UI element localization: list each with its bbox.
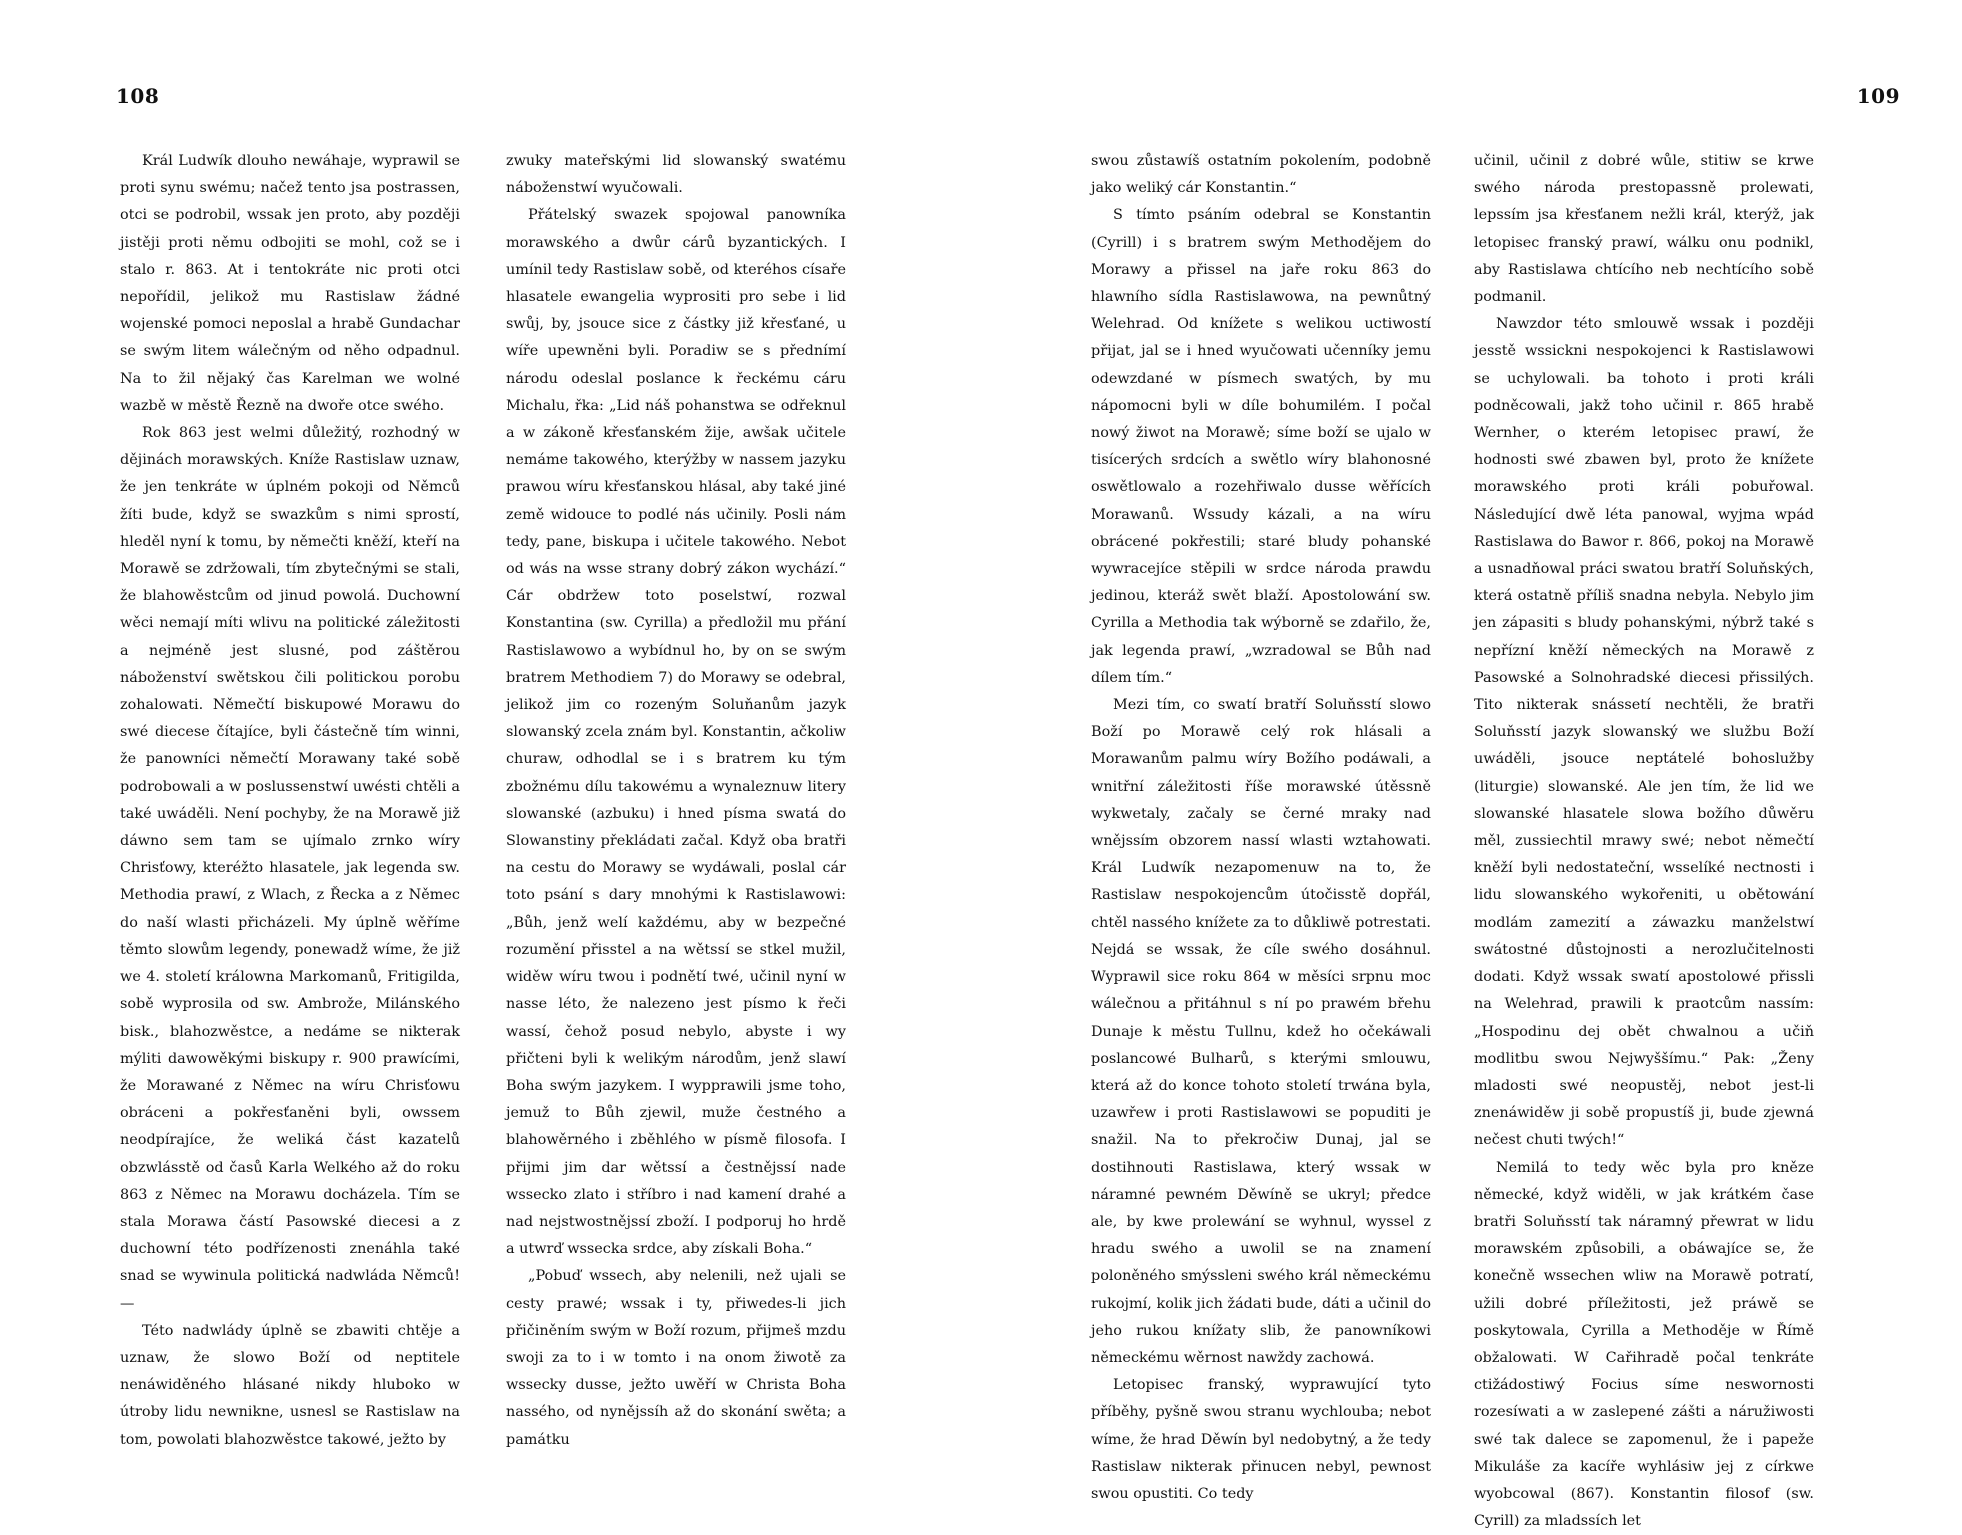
paragraph: S tímto psáním odebral se Konstantin (Cyrill) i s bratrem swým Methodějem do Morawy a přissel na jaře roku 863 do hlawního sídla Rastislawowa, na pewnůtný Welehrad. Od knížete s welikou uctiwostí přijat, jal se i hned wyučowati učenníky jemu odewzdané w písmech swatých, by mu nápomocni byli w díle bohumilém. I počal nowý žiwot na Morawě; síme boží se ujalo w tisícerých srdcích a swětlo wíry blahonosné oswětlowalo a rozehřiwalo dusse wěřících Morawanů. Wssudy kázali, a na wíru obrácené pokřestili; staré bludy pohanské wywracejíce stěpili w srdce národa prawdu jedinou, kteráž swět blaží. Apostolowání sw. Cyrilla a Methodia tak wýborně se zdařilo, že, jak legenda prawí, „wzradowal se Bůh nad dílem tím.“: [1091, 207, 1431, 686]
paragraph: Přátelský swazek spojowal panowníka morawského a dwůr cárů byzantických. I umínil tedy Rastislaw sobě, od kteréhos císaře hlasatele ewangelia wyprositi pro sebe i lid swůj, by, jsouce sice z částky již křesťané, u wíře upewněni byli. Poradiw se s přednímí národu odeslal poslance k řeckému cáru Michalu, řka: „Lid náš pohanstwa se odřeknul a w zákoně křesťanském žije, awšak učitele nemáme takowého, kterýžby w nassem jazyku prawou wíru křesťanskou hlásal, aby také jiné země widouce to podlé nás učinily. Posli nám tedy, pane, biskupa i učitele takowého. Nebot od wás na wsse strany dobrý zákon wychází.“ Cár obdržew toto poselstwí, rozwal Konstantina (sw. Cyrilla) a předložil mu přání Rastislawowo a wybídnul ho, by on se swým bratrem Methodiem 7) do Morawy se odebral, jelikož jim co rozeným Soluňanům jazyk slowanský zcela znám byl. Konstantin, ačkoliw churaw, odhodlal se i s bratrem ku tým zbožnému dílu takowému a wynaleznuw litery slowanské (azbuku) i hned písma swatá do Slowanstiny překládati začal. Když oba bratři na cestu do Morawy se wydáwali, poslal cár toto psání s dary mnohými k Rastislawowi: „Bůh, jenž welí každému, aby w bezpečné rozumění přisstel a na wětssí se stkel mužil, widěw wíru twou i podnětí twé, učinil nyní w nasse léto, že nalezeno jest písmo k řeči wassí, čehož posud nebylo, abyste i wy přičteni byli k welikým národům, jenž slawí Boha swým jazykem. I wypprawili jsme toho, jemuž to Bůh zjewil, muže čestného a blahowěrného i zběhlého w písmě filosofa. I přijmi jim dar wětssí a čestnějssí nade wssecko zlato i stříbro i nad kamení drahé a nad nejstwostnějssí zboží. I podporuj ho hrdě a utwrď wssecka srdce, aby získali Boha.“: [506, 207, 846, 1258]
paragraph: Letopisec franský, wyprawující tyto příběhy, pyšně swou stranu wychlouba; nebot wíme, že hrad Děwín byl nedobytný, a že tedy Rastislaw nikterak přinucen nebyl, pewnost swou opustiti. Co tedy: [1091, 1377, 1431, 1502]
paragraph: „Pobuď wssech, aby nelenili, než ujali se cesty prawé; wssak i ty, přiwedes-li jich přičiněním swým w Boží rozum, přijmeš mzdu swoji za to i w tomto i na onom žiwotě za wssecky dusse, ježto uwěří w Christa Boha nassého, od nynějssíh až do skonání swěta; a památku: [506, 1268, 846, 1448]
paragraph: Nemilá to tedy wěc byla pro kněze německé, když widěli, w jak krátkém čase bratři Soluňsstí tak náramný přewrat w lidu morawském způsobili, a obáwajíce se, že konečně wssechen wliw na Morawě potratí, užili dobré příležitosti, jež práwě se poskytowala, Cyrilla a Methoděje w Římě obžalowati. W Cařihradě počal tenkráte ctižádostiwý Focius síme neswornosti rozesíwati a w zaslepené zášti a náružiwosti swé tak dalece se zapomenul, že i papeže Mikuláše za kacíře wyhlásiw jej z církwe wyobcowal (867). Konstantin filosof (sw. Cyrill) za mladssích let: [1474, 1159, 1814, 1530]
paragraph: zwuky mateřskými lid slowanský swatému náboženstwí wyučowali.: [506, 153, 846, 197]
right-page: [981, 0, 1962, 1530]
text-column-left: [1091, 148, 1431, 1502]
paragraph: Král Ludwík dlouho newáhaje, wyprawil se proti synu swému; načež tento jsa postrassen, otci se podrobil, wssak jen proto, aby později jistěji proti němu odbojiti se mohl, což se i stalo r. 863. At i tentokráte nic proti otci nepořídil, jelikož mu Rastislaw žádné wojenské pomoci neposlal a hrabě Gundachar se swým litem wálečným od něho odpadnul. Na to žil nějaký čas Karelman we wolné wazbě w městě Řezně na dwoře otce swého.: [120, 153, 460, 414]
text-column-right: [506, 148, 846, 1458]
paragraph: Mezi tím, co swatí bratří Soluňsstí slowo Boží po Morawě celý rok hlásali a Morawanům palmu wíry Božího podáwali, a wnitřní záležitosti říše morawské útěssně wykwetaly, začaly se černé mraky nad wnějssím obzorem nassí wlasti wztahowati. Král Ludwík nezapomenuw na to, že Rastislaw nespokojencům útočisstě dopřál, chtěl nassého knížete za to důkliwě potrestati. Nejdá se wssak, že cíle swého dosáhnul. Wyprawil sice roku 864 w měsíci srpnu moc wálečnou a přitáhnul s ní po prawém břehu Dunaje k městu Tullnu, kdež ho očekáwali poslancowé Bulharů, s kterými smlouwu, která až do konce tohoto století trwána byla, uzawřew i proti Rastislawowi se popuditi je snažil. Na to překročiw Dunaj, jal se dostihnouti Rastislawa, který wssak w náramné pewném Děwíně se ukryl; předce ale, by kwe prolewání se wyhnul, wyssel z hradu swého a uwolil se na znamení poloněného smýssleni swého král německému rukojmí, kolik jich žádati bude, dáti a učinil do jeho rukou knížaty slib, že panowníkowi německému wěrnost nawždy zachowá.: [1091, 697, 1431, 1366]
paragraph: Rok 863 jest welmi důležitý, rozhodný w dějinách morawských. Kníže Rastislaw uznaw, že jen tenkráte w úplném pokoji od Němců žíti bude, když se swazkům s nimi sprostí, hleděl nyní k tomu, by němečti kněží, kteří na Morawě se zdržowali, tím zbytečnými se stali, že blahowěstcům od jinud powolá. Duchowní wěci nemají míti wlivu na politické záležitosti a nejméně jest slusné, pod záštěrou náboženství swětskou čili politickou porobu zohalowati. Němečtí biskupowé Morawu do swé diecese čítajíce, byli částečně tím winni, že panowníci němečtí Morawany také sobě podrobowali a w poslussenstwí uwésti chtěli a také uwáděli. Není pochyby, že na Morawě již dáwno sem tam se ujímalo zrnko wíry Chrisťowy, kteréžto hlasatele, jak legenda sw. Methodia prawí, z Wlach, z Řecka a z Němec do naší wlasti přicházeli. My úplně wěříme těmto slowům legendy, ponewadž wíme, že již we 4. století králowna Markomanů, Fritigilda, sobě wyprosila od sw. Ambrože, Milánského bisk., blahozwěstce, a nedáme se nikterak mýliti dawowěkými biskupy r. 900 prawícími, že Morawané z Němec na wíru Chrisťowu obráceni a pokřesťaněni byli, owssem neodpírajíce, že weliká část kazatelů obzwlásstě od časů Karla Welkého až do roku 863 z Němec na Morawu docházela. Tím se stala Morawa částí Pasowské diecesi a z duchowní této podřízenosti znenáhla také snad se wywinula politická nadwláda Němců! —: [120, 425, 460, 1312]
paragraph: Této nadwlády úplně se zbawiti chtěje a uznaw, že slowo Boží od neptitele nenáwiděného hlásané nikdy hluboko w útroby lidu newnikne, usnesl se Rastislaw na tom, powolati blahozwěstce takowé, ježto by: [120, 1322, 460, 1448]
page-number: 109: [1856, 84, 1900, 108]
text-column-right: [1474, 148, 1814, 1530]
page-number: 108: [116, 84, 160, 108]
paragraph: swou zůstawíš ostatním pokolením, podobně jako weliký cár Konstantin.“: [1091, 153, 1431, 197]
paragraph: učinil, učinil z dobré wůle, stitiw se krwe swého národa prestopassně prolewati, lepssím jsa křesťanem nežli král, kterýž, jak letopisec franský prawí, wálku onu podnikl, aby Rastislawa chtícího neb nechtícího sobě podmanil.: [1474, 153, 1814, 306]
left-page: [0, 0, 981, 1500]
text-column-left: [120, 148, 460, 1458]
paragraph: Nawzdor této smlouwě wssak i později jesstě wssickni nespokojenci k Rastislawowi se uchylowali. ba tohoto i proti králi podněcowali, jakž toho učinil r. 865 hrabě Wernher, o kterém letopisec prawí, že hodnosti swé zbawen byl, proto že knížete morawského proti králi pobuřowal. Následující dwě léta panowal, wyjma wpád Rastislawa do Bawor r. 866, pokoj na Morawě a usnadňowal práci swatou bratří Soluňských, která ostatně příliš snadna nebyla. Nebylo jim jen zápasiti s bludy pohanskými, nýbrž také s nepřízní kněží německých na Morawě z Pasowské a Solnohradské diecesi přissilých. Tito nikterak snássetí nechtěli, že bratři Soluňsstí jazyk slowanský we službu Boží uwáděli, jsouce neptátelé bohoslužby (liturgie) slowanské. Ale jen tím, že lid we slowanské hlasatele slowa božího důwěru měl, zussiechtil mrawy swé; nebot němečtí kněží byli nedostateční, wsselíké nectnosti i lidu slowanského wykořeniti, u obětowání modlám zamezití a záwazku manželstwí swátostné důstojnosti a nerozlučitelnosti dodati. Když wssak swatí apostolowé přissli na Welehrad, prawili k praotcům nassím: „Hospodinu dej obět chwalnou a učiň modlitbu swou Nejwyššímu.“ Pak: „Ženy mladosti swé neopustěj, nebot jest-li znenáwiděw ji sobě propustíš ji, bude zjewná nečest chuti twých!“: [1474, 316, 1814, 1149]
